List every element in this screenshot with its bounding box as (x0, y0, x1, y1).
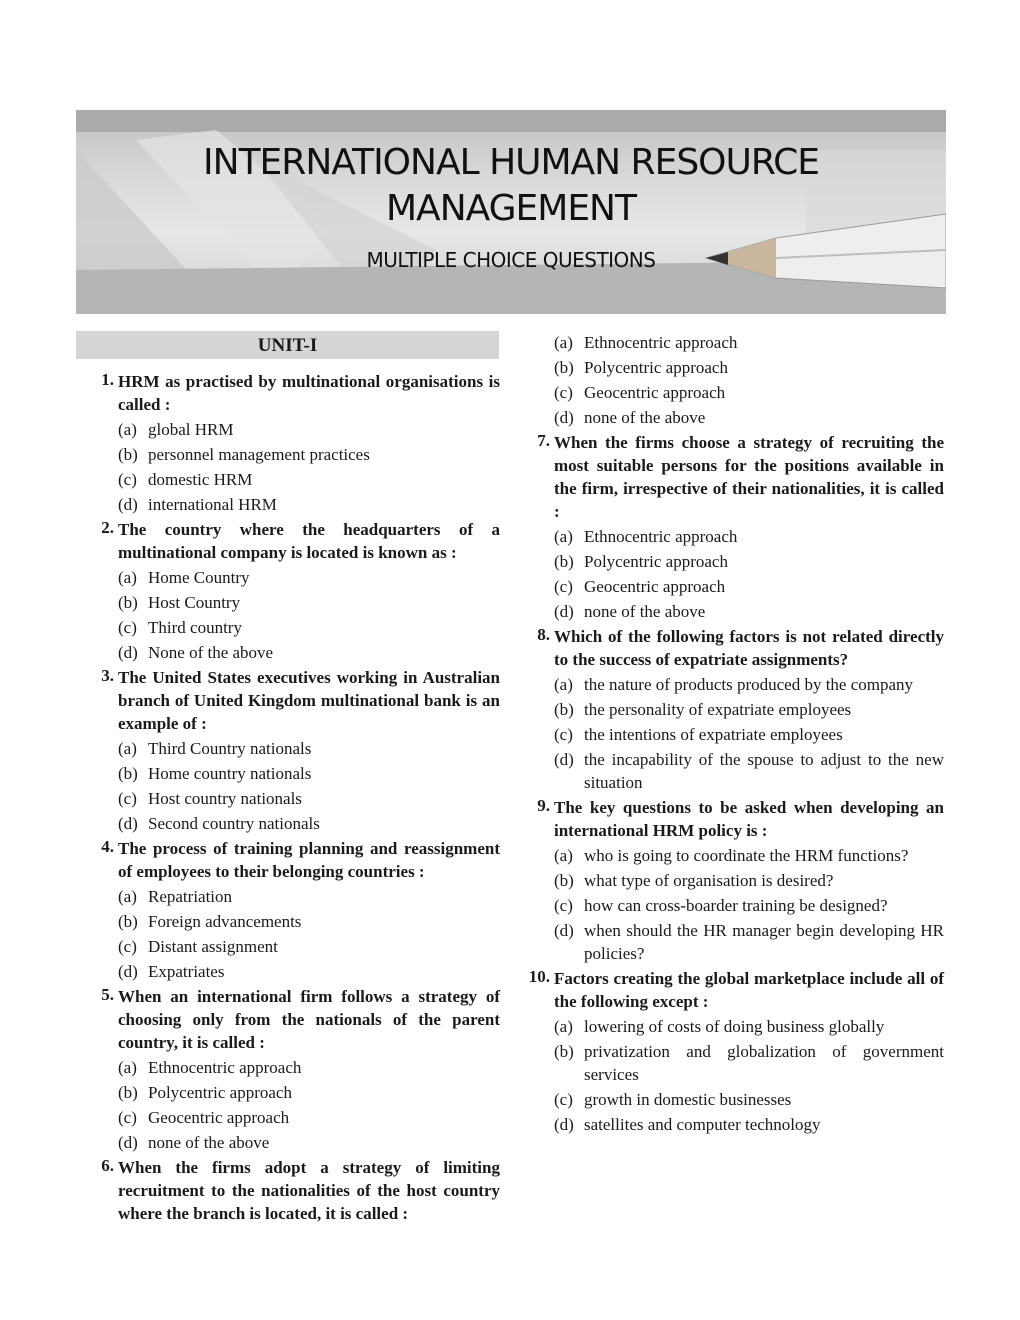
question-5 (90, 985, 500, 1154)
option: (a) Home Country (118, 568, 250, 587)
question-text: The process of training planning and reassignment of employees to their belonging countries : (118, 839, 500, 881)
question-text: HRM as practised by multinational organisations is called : (118, 372, 500, 414)
option: (c) Geocentric approach (554, 577, 726, 596)
question-text: The United States executives working in Australian branch of United Kingdom multinational bank is an example of : (118, 668, 500, 733)
question-number: 2. (101, 518, 114, 537)
option: (a) Repatriation (118, 887, 233, 906)
header-banner (76, 110, 946, 314)
option: (d) none of the above (118, 1133, 270, 1152)
question-number: 4. (101, 837, 114, 856)
question-number: 8. (537, 625, 550, 644)
question-6-options-continued (526, 331, 944, 429)
option: (c) domestic HRM (118, 470, 253, 489)
question-4 (90, 837, 500, 983)
option: (b) Polycentric approach (554, 552, 728, 571)
question-2 (90, 518, 500, 664)
option: (b) Polycentric approach (118, 1083, 292, 1102)
option: (b) what type of organisation is desired? (554, 871, 834, 890)
options-grid (118, 564, 500, 664)
right-column (526, 329, 944, 1138)
option: (c) Distant assignment (118, 937, 278, 956)
unit-heading: UNIT-I (76, 331, 499, 359)
option: (a) Ethnocentric approach (554, 527, 738, 546)
option: (d) none of the above (554, 408, 706, 427)
question-3 (90, 666, 500, 835)
question-1 (90, 370, 500, 516)
option: (d) None of the above (118, 643, 274, 662)
option: (c) Host country nationals (118, 789, 302, 808)
option: (d) none of the above (554, 602, 706, 621)
question-number: 7. (537, 431, 550, 450)
question-text: The key questions to be asked when developing an international HRM policy is : (554, 798, 944, 840)
option: (d) Expatriates (118, 962, 225, 981)
question-number: 9. (537, 796, 550, 815)
option: (a) who is going to coordinate the HRM functions? (554, 846, 909, 865)
option: (c) Third country (118, 618, 242, 637)
option: (b) Host Country (118, 593, 241, 612)
option: (c) how can cross-boarder training be designed? (554, 896, 888, 915)
question-number: 6. (101, 1156, 114, 1175)
question-number: 10. (528, 967, 550, 986)
option: (a) Ethnocentric approach (554, 333, 738, 352)
option: (c) the intentions of expatriate employees (554, 725, 843, 744)
option: (d) the incapability of the spouse to adjust to the new situation (554, 750, 944, 792)
option: (d) satellites and computer technology (554, 1115, 821, 1134)
question-number: 1. (101, 370, 114, 389)
option: (a) Ethnocentric approach (118, 1058, 302, 1077)
option: (b) Foreign advancements (118, 912, 302, 931)
question-number: 5. (101, 985, 114, 1004)
question-text: Which of the following factors is not related directly to the success of expatriate assignments? (554, 627, 944, 669)
question-8 (526, 625, 944, 794)
question-text: Factors creating the global marketplace include all of the following except : (554, 969, 944, 1011)
title-line-2: MANAGEMENT (386, 188, 636, 229)
question-7 (526, 431, 944, 623)
question-number: 3. (101, 666, 114, 685)
option: (d) when should the HR manager begin developing HR policies? (554, 921, 944, 963)
question-text: The country where the headquarters of a multinational company is located is known as : (118, 520, 500, 562)
page-subtitle: MULTIPLE CHOICE QUESTIONS (366, 248, 656, 272)
option: (c) Geocentric approach (118, 1108, 290, 1127)
question-text: When an international firm follows a strategy of choosing only from the nationals of the parent country, it is called : (118, 987, 500, 1052)
option: (c) Geocentric approach (554, 383, 726, 402)
title-line-1: INTERNATIONAL HUMAN RESOURCE (203, 142, 819, 183)
option: (c) growth in domestic businesses (554, 1090, 792, 1109)
option: (a) global HRM (118, 420, 234, 439)
option: (a) the nature of products produced by the company (554, 675, 914, 694)
question-9 (526, 796, 944, 965)
option: (b) personnel management practices (118, 445, 370, 464)
left-column (90, 370, 500, 1227)
option: (b) Polycentric approach (554, 358, 728, 377)
option: (d) Second country nationals (118, 814, 320, 833)
option: (d) international HRM (118, 495, 277, 514)
option: (b) privatization and globalization of government services (554, 1042, 944, 1084)
option: (a) Third Country nationals (118, 739, 312, 758)
question-6 (90, 1156, 500, 1225)
question-text: When the firms choose a strategy of recruiting the most suitable persons for the positions available in the firm, irrespective of their nationalities, it is called : (554, 433, 944, 521)
question-10 (526, 967, 944, 1136)
option: (a) lowering of costs of doing business globally (554, 1017, 885, 1036)
option: (b) the personality of expatriate employees (554, 700, 852, 719)
question-text: When the firms adopt a strategy of limiting recruitment to the nationalities of the host country where the branch is located, it is called : (118, 1158, 500, 1223)
page-title (76, 140, 946, 232)
option: (b) Home country nationals (118, 764, 312, 783)
